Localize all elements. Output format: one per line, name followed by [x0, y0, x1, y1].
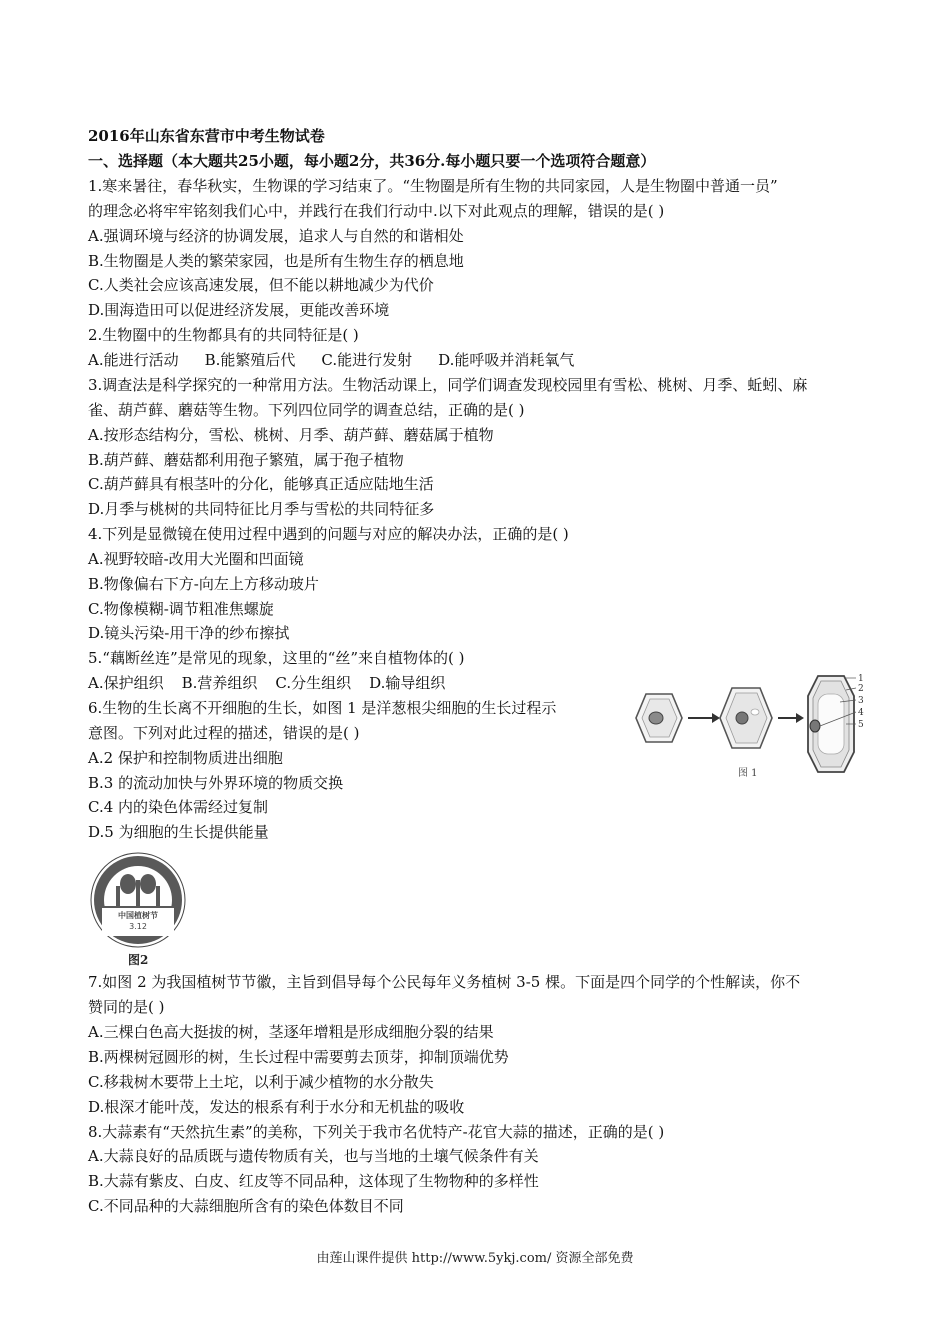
- tree-trunk-right: [156, 886, 160, 908]
- q8-stem: 8.大蒜素有“天然抗生素”的美称，下列关于我市名优特产-花官大蒜的描述，正确的是( ): [88, 1123, 665, 1141]
- q1-option-a: A.强调环境与经济的协调发展，追求人与自然的和谐相处: [88, 227, 464, 245]
- page-footer: 由莲山课件提供 http://www.5ykj.com/ 资源全部免费: [316, 1251, 634, 1266]
- arrow-1-head: [712, 713, 720, 723]
- q3-option-a: A.按形态结构分，雪松、桃树、月季、葫芦藓、蘑菇属于植物: [88, 426, 494, 444]
- q6-option-a: A.2 保护和控制物质进出细胞: [88, 749, 283, 767]
- label-5: 5: [858, 720, 864, 730]
- q5-option-c: C.分生组织: [275, 674, 352, 692]
- q5-option-b: B.营养组织: [181, 674, 258, 692]
- emblem-text: 中国植树节: [118, 911, 158, 920]
- q3-option-c: C.葫芦藓具有根茎叶的分化，能够真正适应陆地生活: [88, 475, 434, 493]
- label-1: 1: [858, 674, 864, 684]
- q2-option-d: D.能呼吸并消耗氧气: [438, 351, 575, 369]
- q5-stem: 5.“藕断丝连”是常见的现象，这里的“丝”来自植物体的( ): [88, 649, 465, 667]
- medium-cell-nucleus: [736, 712, 748, 724]
- q6-option-c: C.4 内的染色体需经过复制: [88, 798, 269, 816]
- large-cell-vacuole: [818, 694, 844, 754]
- q3-option-d: D.月季与桃树的共同特征比月季与雪松的共同特征多: [88, 500, 435, 518]
- q6-stem-line1: 6.生物的生长离不开细胞的生长，如图 1 是洋葱根尖细胞的生长过程示: [88, 699, 557, 717]
- exam-title: 2016年山东省东营市中考生物试卷: [88, 127, 325, 145]
- q1-option-d: D.围海造田可以促进经济发展，更能改善环境: [88, 301, 390, 319]
- q8-option-c: C.不同品种的大蒜细胞所含有的染色体数目不同: [88, 1197, 404, 1215]
- q2-options: [88, 350, 600, 370]
- section-heading: 一、选择题（本大题共25小题，每小题2分，共36分.每小题只要一个选项符合题意）: [88, 152, 656, 170]
- label-2: 2: [858, 684, 864, 694]
- arrow-2-head: [796, 713, 804, 723]
- tree-crown-left: [120, 874, 136, 894]
- q5-option-a: A.保护组织: [88, 674, 164, 692]
- q7-option-a: A.三棵白色高大挺拔的树，茎逐年增粗是形成细胞分裂的结果: [88, 1023, 494, 1041]
- q4-option-b: B.物像偏右下方-向左上方移动玻片: [88, 575, 319, 593]
- large-cell-nucleus: [810, 720, 820, 732]
- q6-option-d: D.5 为细胞的生长提供能量: [88, 823, 269, 841]
- figure-2-arbor-day-emblem: [88, 850, 188, 968]
- medium-cell-vacuole: [751, 709, 759, 715]
- q4-stem: 4.下列是显微镜在使用过程中遇到的问题与对应的解决办法，正确的是( ): [88, 525, 569, 543]
- q4-option-a: A.视野较暗-改用大光圈和凹面镜: [88, 550, 304, 568]
- emblem-ground-line: [102, 906, 174, 908]
- q7-option-d: D.根深才能叶茂，发达的根系有利于水分和无机盐的吸收: [88, 1098, 465, 1116]
- q6-stem-line2: 意图。下列对此过程的描述，错误的是( ): [88, 724, 360, 742]
- q4-option-c: C.物像模糊-调节粗准焦螺旋: [88, 600, 274, 618]
- tree-crown-right: [140, 874, 156, 894]
- q2-option-c: C.能进行发射: [321, 351, 413, 369]
- label-4: 4: [858, 708, 864, 718]
- arbor-day-emblem: [88, 850, 188, 968]
- q8-option-a: A.大蒜良好的品质既与遗传物质有关，也与当地的土壤气候条件有关: [88, 1147, 539, 1165]
- q5-options: [88, 673, 471, 693]
- q7-option-c: C.移栽树木要带上土坨，以利于减少植物的水分散失: [88, 1073, 434, 1091]
- q3-stem-line2: 雀、葫芦藓、蘑菇等生物。下列四位同学的调查总结，正确的是( ): [88, 401, 525, 419]
- tree-trunk-center: [136, 880, 140, 908]
- q7-option-b: B.两棵树冠圆形的树，生长过程中需要剪去顶芽，抑制顶端优势: [88, 1048, 509, 1066]
- emblem-date: 3.12: [129, 922, 147, 931]
- q1-option-b: B.生物圈是人类的繁荣家园，也是所有生物生存的栖息地: [88, 252, 464, 270]
- q1-stem-line1: 1.寒来暑往，春华秋实，生物课的学习结束了。“生物圈是所有生物的共同家园，人是生物圈中普通一员”: [88, 177, 778, 195]
- small-cell-nucleus: [649, 712, 663, 724]
- q8-option-b: B.大蒜有紫皮、白皮、红皮等不同品种，这体现了生物物种的多样性: [88, 1172, 539, 1190]
- q4-option-d: D.镜头污染-用干净的纱布擦拭: [88, 624, 290, 642]
- q2-option-b: B.能繁殖后代: [204, 351, 296, 369]
- label-3: 3: [858, 696, 864, 706]
- q2-option-a: A.能进行活动: [88, 351, 179, 369]
- figure-1-caption: 图 1: [738, 768, 758, 779]
- cell-growth-diagram: [632, 672, 868, 784]
- q7-stem-line1: 7.如图 2 为我国植树节节徽，主旨到倡导每个公民每年义务植树 3-5 棵。下面是四个同学的个性解读，你不: [88, 973, 801, 991]
- q3-stem-line1: 3.调查法是科学探究的一种常用方法。生物活动课上，同学们调查发现校园里有雪松、桃树、月季、蚯蚓、麻: [88, 376, 808, 394]
- q1-stem-line2: 的理念必将牢牢铭刻我们心中，并践行在我们行动中.以下对此观点的理解，错误的是( ): [88, 202, 665, 220]
- q7-stem-line2: 赞同的是( ): [88, 998, 165, 1016]
- q5-option-d: D.输导组织: [369, 674, 446, 692]
- q3-option-b: B.葫芦藓、蘑菇都利用孢子繁殖，属于孢子植物: [88, 451, 404, 469]
- tree-trunk-left: [116, 886, 120, 908]
- q2-stem: 2.生物圈中的生物都具有的共同特征是( ): [88, 326, 359, 344]
- q6-option-b: B.3 的流动加快与外界环境的物质交换: [88, 774, 344, 792]
- figure-1-cell-growth: [632, 672, 868, 784]
- q1-option-c: C.人类社会应该高速发展，但不能以耕地减少为代价: [88, 276, 434, 294]
- figure-2-caption: 图2: [128, 953, 149, 967]
